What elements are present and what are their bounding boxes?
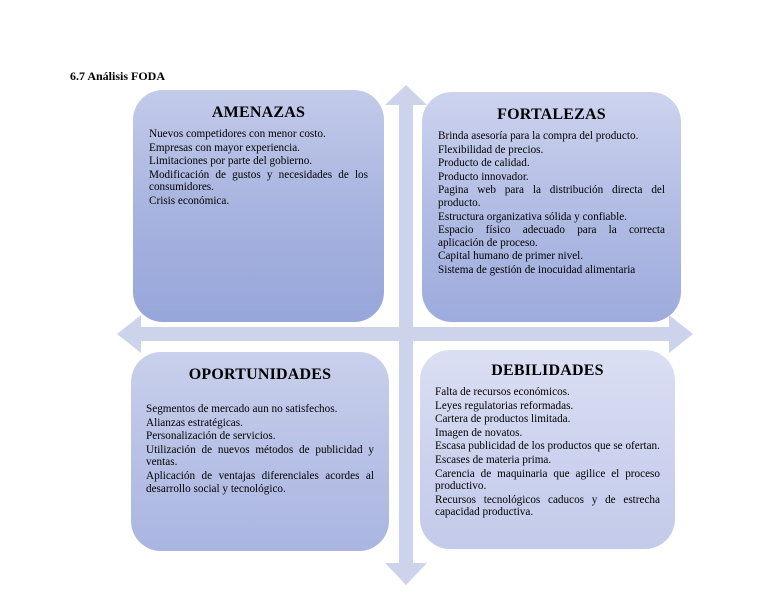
debilidades-title: DEBILIDADES bbox=[491, 362, 604, 379]
list-item: Nuevos competidores con menor costo. bbox=[149, 128, 326, 140]
amenazas-title: AMENAZAS bbox=[211, 104, 306, 121]
list-item: Flexibilidad de precios. bbox=[438, 143, 544, 156]
fortalezas-list bbox=[438, 130, 665, 277]
oportunidades-title: OPORTUNIDADES bbox=[188, 366, 332, 383]
list-item: Segmentos de mercado aun no satisfechos. bbox=[146, 403, 338, 415]
amenazas-list bbox=[149, 128, 368, 208]
list-item: Capital humano de primer nivel. bbox=[438, 250, 584, 263]
fortalezas-title: FORTALEZAS bbox=[497, 106, 606, 123]
list-item: Espacio físico adecuado para la correcta aplicación de proceso. bbox=[438, 224, 665, 249]
fortalezas-quadrant bbox=[422, 92, 681, 322]
list-item: Escasa publicidad de los productos que se ofertan. bbox=[435, 440, 660, 453]
list-item: Alianzas estratégicas. bbox=[146, 416, 243, 429]
debilidades-quadrant bbox=[420, 350, 675, 549]
list-item: Crisis económica. bbox=[149, 194, 230, 207]
list-item: Utilización de nuevos métodos de publicidad y ventas. bbox=[146, 443, 374, 469]
list-item: Cartera de productos limitada. bbox=[435, 413, 571, 426]
list-item: Producto de calidad. bbox=[438, 157, 530, 170]
list-item: Sistema de gestión de inocuidad alimentaria bbox=[438, 263, 636, 276]
list-item: Aplicación de ventajas diferenciales acordes al desarrollo social y tecnológico. bbox=[146, 469, 374, 495]
list-item: Leyes regulatorias reformadas. bbox=[435, 399, 574, 412]
list-item: Empresas con mayor experiencia. bbox=[149, 141, 300, 154]
list-item: Personalización de servicios. bbox=[146, 430, 276, 443]
list-item: Pagina web para la distribución directa del producto. bbox=[438, 184, 665, 209]
list-item: Limitaciones por parte del gobierno. bbox=[149, 155, 313, 168]
list-item: Carencia de maquinaria que agilice el proceso productivo. bbox=[435, 467, 660, 493]
list-item: Imagen de novatos. bbox=[435, 426, 523, 439]
amenazas-quadrant bbox=[133, 90, 384, 322]
section-title: 6.7 Análisis FODA bbox=[70, 69, 166, 83]
debilidades-list bbox=[435, 386, 660, 519]
list-item: Modificación de gustos y necesidades de los consumidores. bbox=[149, 168, 368, 194]
list-item: Estructura organizativa sólida y confiable. bbox=[438, 210, 627, 223]
list-item: Escases de materia prima. bbox=[435, 453, 552, 466]
list-item: Recursos tecnológicos caducos y de estrecha capacidad productiva. bbox=[435, 493, 660, 519]
list-item: Falta de recursos económicos. bbox=[435, 386, 570, 398]
oportunidades-list bbox=[146, 403, 374, 495]
oportunidades-quadrant bbox=[131, 352, 389, 551]
list-item: Brinda asesoría para la compra del producto. bbox=[438, 130, 639, 142]
list-item: Producto innovador. bbox=[438, 170, 529, 183]
